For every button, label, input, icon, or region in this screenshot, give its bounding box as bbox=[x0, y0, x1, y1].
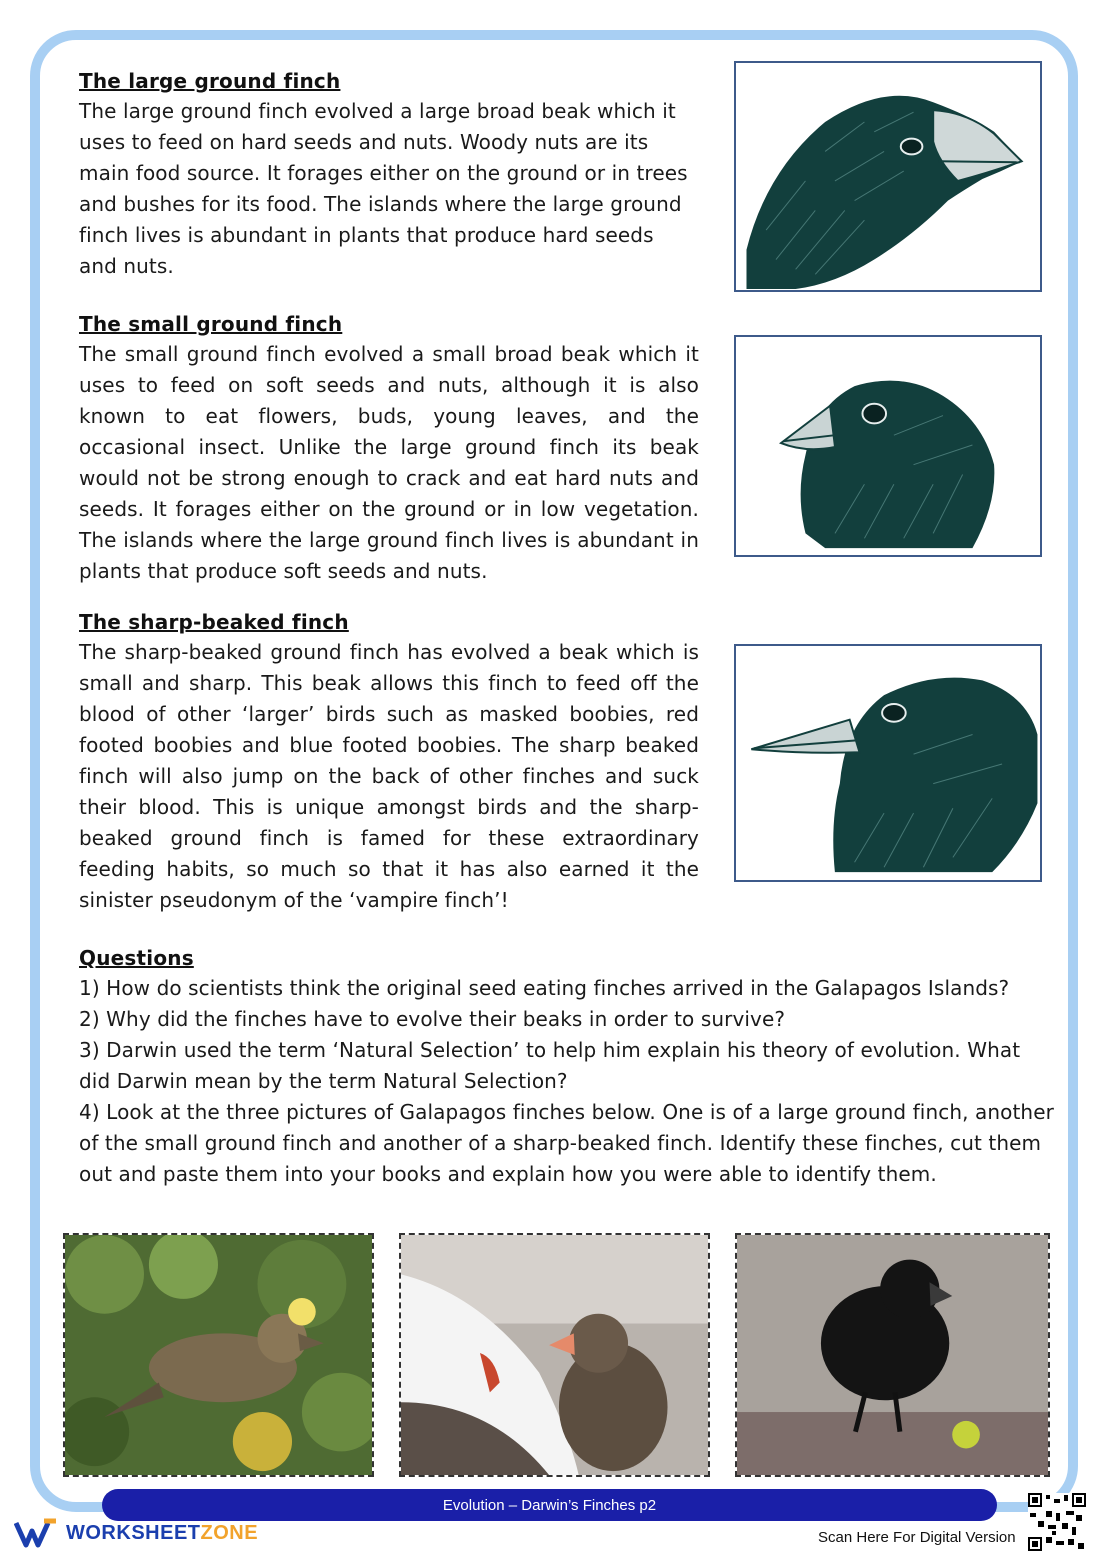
heading-sharp-beaked-finch: The sharp-beaked finch bbox=[79, 610, 349, 634]
question-2: 2) Why did the finches have to evolve their beaks in order to survive? bbox=[79, 1007, 786, 1031]
finch-photo-3-image bbox=[737, 1235, 1048, 1475]
paragraph-sharp-beaked-finch: The sharp-beaked ground finch has evolved a beak which is small and sharp. This beak allows this finch to feed off the blood of other ‘larger’ birds such as masked boobies, red footed boobies and blue footed boobies. The sharp beaked finch will also jump on the back of other finches and suck their blood. This is unique amongst birds and the sharp-beaked ground finch is famed for these extraordinary feeding habits, so much so that it has also earned it the sinister pseudonym of the ‘vampire finch’! bbox=[79, 640, 699, 912]
section-small-ground-finch bbox=[79, 309, 699, 587]
finch-photo-1-image bbox=[65, 1235, 372, 1475]
section-large-ground-finch bbox=[79, 66, 699, 282]
logo-word-1: WORKSHEET bbox=[66, 1521, 201, 1544]
heading-large-ground-finch: The large ground finch bbox=[79, 69, 341, 93]
finch-photo-2 bbox=[399, 1233, 710, 1477]
qr-code-icon[interactable] bbox=[1028, 1493, 1086, 1551]
finch-sketch-small-icon bbox=[736, 337, 1040, 555]
logo-word-2: ZONE bbox=[200, 1521, 259, 1544]
paragraph-large-ground-finch: The large ground finch evolved a large broad beak which it uses to feed on hard seeds and nuts. Woody nuts are its main food source. It forages either on the ground or in trees and bushes for its food. The islands where the large ground finch lives is abundant in plants that produce hard seeds and nuts. bbox=[79, 99, 688, 278]
finch-sketch-large bbox=[734, 61, 1042, 292]
scan-text: Scan Here For Digital Version bbox=[818, 1529, 1016, 1546]
paragraph-small-ground-finch: The small ground finch evolved a small broad beak which it uses to feed on soft seeds and nuts, although it is also known to eat flowers, buds, young leaves, and the occasional insect. Unlike the large ground finch its beak would not be strong enough to crack and eat hard nuts and seeds. It forages either on the ground or in low vegetation. The islands where the large ground finch lives is abundant in plants that produce soft seeds and nuts. bbox=[79, 342, 699, 583]
finch-photo-3 bbox=[735, 1233, 1050, 1477]
worksheetzone-logo-icon bbox=[14, 1517, 58, 1549]
finch-photo-1 bbox=[63, 1233, 374, 1477]
worksheetzone-logo[interactable] bbox=[14, 1516, 258, 1550]
finch-sketch-sharp-icon bbox=[736, 646, 1040, 880]
question-3: 3) Darwin used the term ‘Natural Selection’ to help him explain his theory of evolution. What did Darwin mean by the term Natural Selection? bbox=[79, 1038, 1021, 1093]
question-4: 4) Look at the three pictures of Galapagos finches below. One is of a large ground finch, another of the small ground finch and another of a sharp-beaked finch. Identify these finches, cut them out and paste them into your books and explain how you were able to identify them. bbox=[79, 1100, 1054, 1186]
question-1: 1) How do scientists think the original seed eating finches arrived in the Galapagos Islands? bbox=[79, 976, 1010, 1000]
finch-photo-2-image bbox=[401, 1235, 708, 1475]
section-sharp-beaked-finch bbox=[79, 607, 699, 916]
heading-small-ground-finch: The small ground finch bbox=[79, 312, 343, 336]
finch-sketch-small bbox=[734, 335, 1042, 557]
logo-text bbox=[66, 1522, 258, 1545]
footer-title: Evolution – Darwin’s Finches p2 bbox=[442, 1496, 657, 1514]
finch-sketch-large-icon bbox=[736, 63, 1040, 290]
finch-sketch-sharp bbox=[734, 644, 1042, 882]
questions-section bbox=[79, 943, 1054, 1190]
questions-heading: Questions bbox=[79, 946, 194, 970]
